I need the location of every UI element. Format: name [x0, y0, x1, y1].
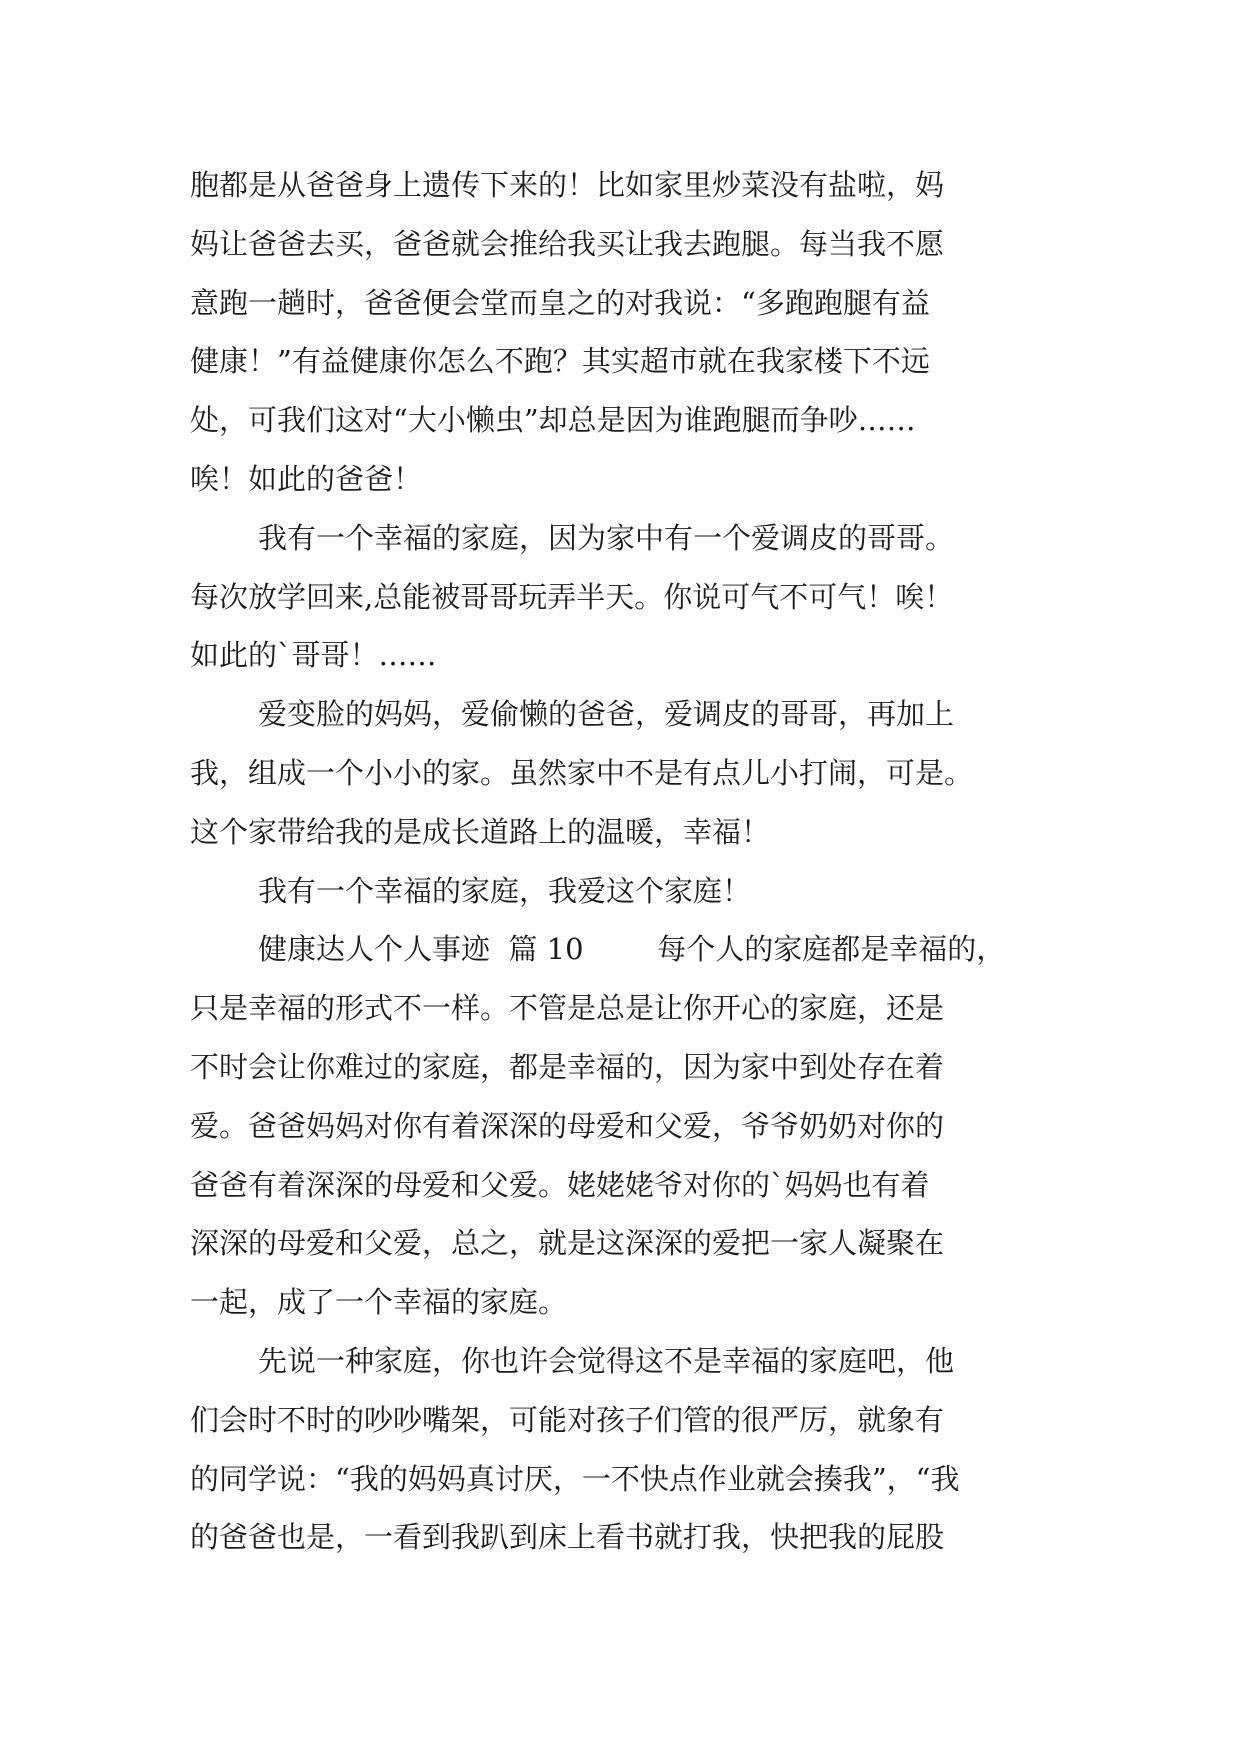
text-line: 胞都是从爸爸身上遗传下来的！比如家里炒菜没有盐啦，妈 [190, 168, 945, 202]
text-line: 的同学说：“我的妈妈真讨厌，一不快点作业就会揍我”，“我 [190, 1461, 960, 1496]
text-line: 意跑一趟时，爸爸便会堂而皇之的对我说：“多跑跑腿有益 [190, 285, 930, 320]
text-line: 爸爸有着深深的母爱和父爱。姥姥姥爷对你的`妈妈也有着 [190, 1167, 930, 1202]
text-line: 健康！”有益健康你怎么不跑？其实超市就在我家楼下不远 [190, 344, 930, 379]
text-line: 妈让爸爸去买，爸爸就会推给我买让我去跑腿。每当我不愿 [190, 226, 945, 261]
text-line: 唉！如此的爸爸！ [190, 461, 423, 496]
text-line: 这个家带给我的是成长道路上的温暖，幸福！ [190, 814, 771, 849]
text-line: 每次放学回来,总能被哥哥玩弄半天。你说可气不可气！唉！ [190, 579, 954, 614]
text-line: 只是幸福的形式不一样。不管是总是让你开心的家庭，还是 [190, 991, 945, 1026]
text-line: 处，可我们这对“大小懒虫”却总是因为谁跑腿而争吵…… [190, 403, 916, 438]
text-line: 深深的母爱和父爱，总之，就是这深深的爱把一家人凝聚在 [190, 1226, 945, 1261]
text-line: 不时会让你难过的家庭，都是幸福的，因为家中到处存在着 [190, 1049, 945, 1084]
text-line: 爱变脸的妈妈，爱偷懒的爸爸，爱调皮的哥哥，再加上 [258, 697, 955, 732]
text-line: 一起，成了一个幸福的家庭。 [190, 1285, 568, 1320]
text-line: 爱。爸爸妈妈对你有着深深的母爱和父爱，爷爷奶奶对你的 [190, 1108, 945, 1143]
text-line: 我有一个幸福的家庭，我爱这个家庭！ [258, 873, 752, 908]
text-line: 如此的`哥哥！…… [190, 638, 437, 673]
text-line: 的爸爸也是，一看到我趴到床上看书就打我，快把我的屁股 [190, 1520, 945, 1555]
section-heading-line: 健康达人个人事迹 篇 10 每个人的家庭都是幸福的， [258, 932, 1006, 967]
text-line: 们会时不时的吵吵嘴架，可能对孩子们管的很严厉，就象有 [190, 1402, 945, 1437]
body-text [190, 156, 1050, 1567]
text-line: 我有一个幸福的家庭，因为家中有一个爱调皮的哥哥。 [258, 520, 955, 555]
text-line: 我，组成一个小小的家。虽然家中不是有点儿小打闹，可是。 [190, 755, 974, 790]
text-line: 先说一种家庭，你也许会觉得这不是幸福的家庭吧，他 [258, 1343, 955, 1378]
